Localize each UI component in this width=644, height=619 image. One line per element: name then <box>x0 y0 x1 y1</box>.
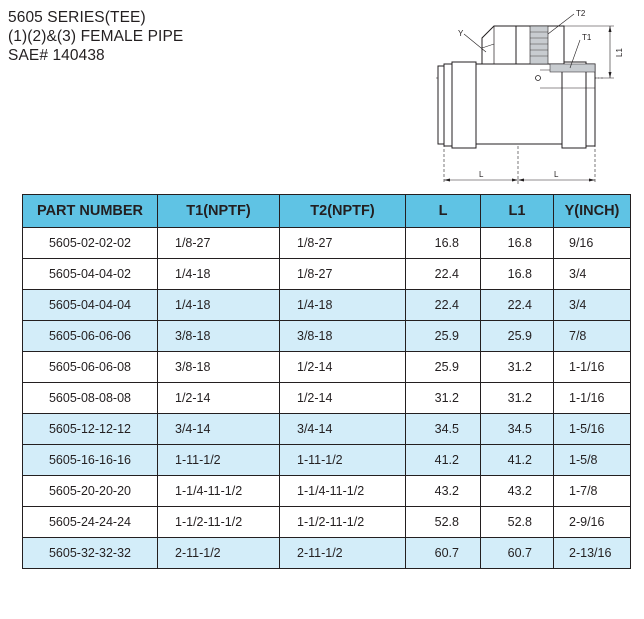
header-y: Y(INCH) <box>554 195 631 228</box>
table-body <box>23 228 631 569</box>
cell-t2: 1-1/2-11-1/2 <box>280 507 406 538</box>
table-row <box>23 383 631 414</box>
cell-l: 16.8 <box>406 228 481 259</box>
cell-l: 22.4 <box>406 290 481 321</box>
cell-t2: 3/8-18 <box>280 321 406 352</box>
cell-y: 1-1/16 <box>554 352 631 383</box>
cell-y: 7/8 <box>554 321 631 352</box>
cell-part-number: 5605-06-06-06 <box>23 321 158 352</box>
cell-l: 52.8 <box>406 507 481 538</box>
cell-t1: 3/4-14 <box>158 414 280 445</box>
table-row <box>23 290 631 321</box>
l-left-label: L <box>479 170 484 179</box>
cell-part-number: 5605-20-20-20 <box>23 476 158 507</box>
cell-part-number: 5605-04-04-02 <box>23 259 158 290</box>
cell-l1: 25.9 <box>481 321 554 352</box>
cell-y: 1-5/16 <box>554 414 631 445</box>
cell-t2: 1/8-27 <box>280 228 406 259</box>
cell-y: 3/4 <box>554 290 631 321</box>
cell-t2: 3/4-14 <box>280 414 406 445</box>
t2-label: T2 <box>576 9 586 18</box>
cell-part-number: 5605-24-24-24 <box>23 507 158 538</box>
tee-fitting-drawing <box>430 4 644 190</box>
cell-part-number: 5605-02-02-02 <box>23 228 158 259</box>
cell-l1: 31.2 <box>481 383 554 414</box>
series-title: 5605 SERIES(TEE) <box>8 9 146 26</box>
header-part-number: PART NUMBER <box>23 195 158 228</box>
cell-t1: 3/8-18 <box>158 352 280 383</box>
cell-l1: 34.5 <box>481 414 554 445</box>
table-row <box>23 414 631 445</box>
header-l: L <box>406 195 481 228</box>
cell-part-number: 5605-06-06-08 <box>23 352 158 383</box>
cell-t1: 1-1/2-11-1/2 <box>158 507 280 538</box>
cell-t2: 1-11-1/2 <box>280 445 406 476</box>
table-row <box>23 476 631 507</box>
tee-fitting-svg <box>430 4 644 190</box>
cell-t2: 1/4-18 <box>280 290 406 321</box>
cell-l: 25.9 <box>406 352 481 383</box>
cell-l1: 52.8 <box>481 507 554 538</box>
cell-l1: 16.8 <box>481 259 554 290</box>
cell-y: 9/16 <box>554 228 631 259</box>
table-header-row <box>23 195 631 228</box>
table-row <box>23 445 631 476</box>
cell-t2: 1/2-14 <box>280 383 406 414</box>
cell-y: 1-5/8 <box>554 445 631 476</box>
y-label: Y <box>458 29 464 38</box>
cell-t2: 1-1/4-11-1/2 <box>280 476 406 507</box>
cell-y: 3/4 <box>554 259 631 290</box>
cell-t1: 1-11-1/2 <box>158 445 280 476</box>
cell-l: 34.5 <box>406 414 481 445</box>
spec-table <box>22 194 631 569</box>
cell-l1: 16.8 <box>481 228 554 259</box>
cell-l: 22.4 <box>406 259 481 290</box>
table-row <box>23 352 631 383</box>
cell-t1: 1-1/4-11-1/2 <box>158 476 280 507</box>
cell-l1: 22.4 <box>481 290 554 321</box>
cell-t1: 1/4-18 <box>158 259 280 290</box>
cell-l: 25.9 <box>406 321 481 352</box>
cell-part-number: 5605-32-32-32 <box>23 538 158 569</box>
table-row <box>23 228 631 259</box>
cell-y: 2-9/16 <box>554 507 631 538</box>
cell-t1: 1/2-14 <box>158 383 280 414</box>
cell-l1: 60.7 <box>481 538 554 569</box>
title-block <box>8 8 183 65</box>
table-row <box>23 538 631 569</box>
cell-l1: 31.2 <box>481 352 554 383</box>
t1-label: T1 <box>582 33 592 42</box>
cell-y: 1-1/16 <box>554 383 631 414</box>
cell-t1: 1/8-27 <box>158 228 280 259</box>
table-row <box>23 321 631 352</box>
series-subtitle: (1)(2)&(3) FEMALE PIPE <box>8 28 184 45</box>
table-row <box>23 507 631 538</box>
header-t2: T2(NPTF) <box>280 195 406 228</box>
cell-t1: 1/4-18 <box>158 290 280 321</box>
header-t1: T1(NPTF) <box>158 195 280 228</box>
cell-part-number: 5605-08-08-08 <box>23 383 158 414</box>
cell-part-number: 5605-04-04-04 <box>23 290 158 321</box>
cell-l: 43.2 <box>406 476 481 507</box>
cell-t2: 2-11-1/2 <box>280 538 406 569</box>
cell-y: 2-13/16 <box>554 538 631 569</box>
cell-l1: 43.2 <box>481 476 554 507</box>
header-l1: L1 <box>481 195 554 228</box>
sae-number: SAE# 140438 <box>8 47 105 64</box>
l1-label: L1 <box>615 48 624 57</box>
cell-y: 1-7/8 <box>554 476 631 507</box>
cell-t1: 3/8-18 <box>158 321 280 352</box>
cell-l1: 41.2 <box>481 445 554 476</box>
cell-part-number: 5605-12-12-12 <box>23 414 158 445</box>
table-row <box>23 259 631 290</box>
cell-part-number: 5605-16-16-16 <box>23 445 158 476</box>
cell-l: 60.7 <box>406 538 481 569</box>
cell-t2: 1/8-27 <box>280 259 406 290</box>
l-right-label: L <box>554 170 559 179</box>
cell-l: 41.2 <box>406 445 481 476</box>
cell-t2: 1/2-14 <box>280 352 406 383</box>
cell-l: 31.2 <box>406 383 481 414</box>
cell-t1: 2-11-1/2 <box>158 538 280 569</box>
